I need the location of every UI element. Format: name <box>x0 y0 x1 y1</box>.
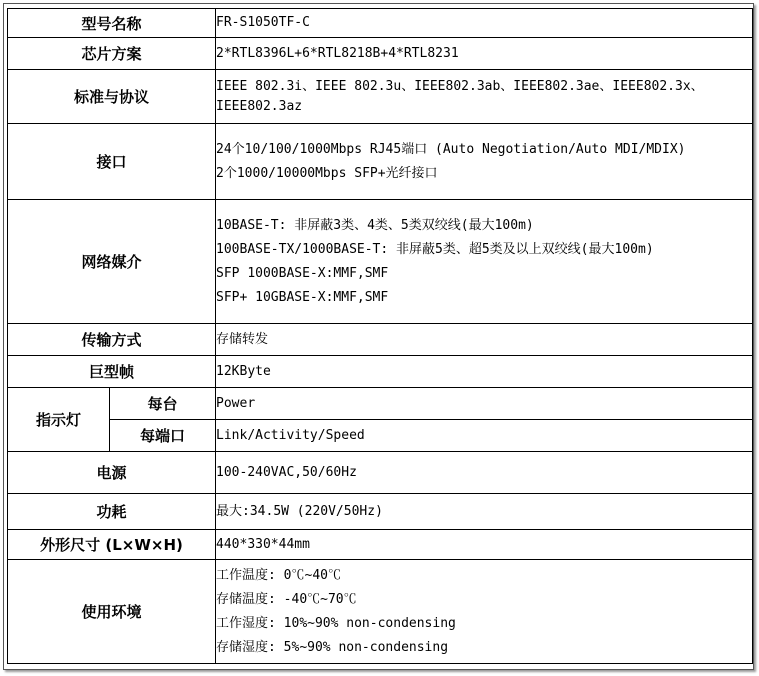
value-jumbo: 12KByte <box>216 356 753 388</box>
env-line: 存储温度: -40℃~70℃ <box>216 591 357 607</box>
label-transfer: 传输方式 <box>8 324 216 356</box>
row-led-unit <box>8 388 753 420</box>
value-led-each-port: Link/Activity/Speed <box>216 420 753 452</box>
row-chip <box>8 38 753 70</box>
label-media: 网络媒介 <box>8 200 216 324</box>
spec-table <box>7 8 753 664</box>
row-ports <box>8 124 753 200</box>
value-power: 100-240VAC,50/60Hz <box>216 452 753 494</box>
label-standard: 标准与协议 <box>8 70 216 124</box>
value-size: 440*330*44mm <box>216 530 753 560</box>
env-line: 工作温度: 0℃~40℃ <box>216 567 341 583</box>
row-media <box>8 200 753 324</box>
label-power: 电源 <box>8 452 216 494</box>
label-model: 型号名称 <box>8 9 216 38</box>
row-env <box>8 560 753 664</box>
label-env: 使用环境 <box>8 560 216 664</box>
value-consumption: 最大:34.5W (220V/50Hz) <box>216 494 753 530</box>
label-chip: 芯片方案 <box>8 38 216 70</box>
value-ports <box>216 124 753 200</box>
value-env <box>216 560 753 664</box>
row-power <box>8 452 753 494</box>
value-chip: 2*RTL8396L+6*RTL8218B+4*RTL8231 <box>216 38 753 70</box>
label-led-each-unit: 每台 <box>110 388 216 420</box>
ports-line: 24个10/100/1000Mbps RJ45端口 (Auto Negotiation/Auto MDI/MDIX) <box>216 141 686 157</box>
value-media <box>216 200 753 324</box>
ports-line: 2个1000/10000Mbps SFP+光纤接口 <box>216 165 438 181</box>
label-jumbo: 巨型帧 <box>8 356 216 388</box>
media-line: 100BASE-TX/1000BASE-T: 非屏蔽5类、超5类及以上双绞线(最大100m) <box>216 241 654 257</box>
label-ports: 接口 <box>8 124 216 200</box>
value-standard <box>216 70 753 124</box>
value-model: FR-S1050TF-C <box>216 9 753 38</box>
label-led: 指示灯 <box>8 388 110 452</box>
row-model <box>8 9 753 38</box>
media-line: SFP+ 10GBASE-X:MMF,SMF <box>216 289 389 305</box>
row-transfer <box>8 324 753 356</box>
row-consumption <box>8 494 753 530</box>
label-size: 外形尺寸 (L×W×H) <box>8 530 216 560</box>
row-led-port <box>8 420 753 452</box>
standard-line: IEEE 802.3i、IEEE 802.3u、IEEE802.3ab、IEEE802.3ae、IEEE802.3x、IEEE802.3az <box>216 78 704 114</box>
env-line: 工作湿度: 10%~90% non-condensing <box>216 615 456 631</box>
env-line: 存储湿度: 5%~90% non-condensing <box>216 639 449 655</box>
value-transfer: 存储转发 <box>216 324 753 356</box>
media-line: 10BASE-T: 非屏蔽3类、4类、5类双绞线(最大100m) <box>216 217 534 233</box>
media-line: SFP 1000BASE-X:MMF,SMF <box>216 265 389 281</box>
label-consumption: 功耗 <box>8 494 216 530</box>
label-led-each-port: 每端口 <box>110 420 216 452</box>
row-size <box>8 530 753 560</box>
row-standard <box>8 70 753 124</box>
row-jumbo <box>8 356 753 388</box>
value-led-each-unit: Power <box>216 388 753 420</box>
